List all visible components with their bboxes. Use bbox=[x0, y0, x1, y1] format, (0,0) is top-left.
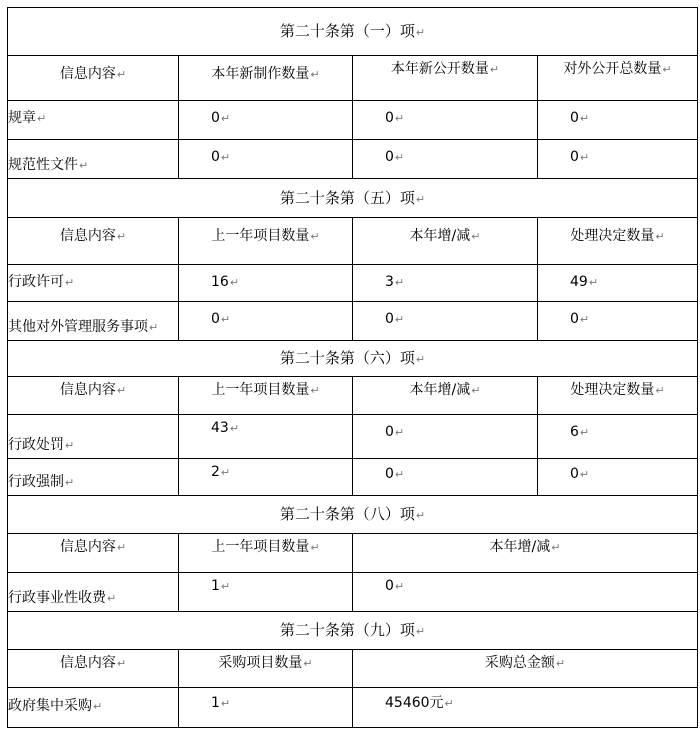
cell-value: 0↵ bbox=[353, 140, 538, 179]
column-header: 上一年项目数量↵ bbox=[179, 534, 353, 573]
column-header-row bbox=[8, 650, 698, 688]
column-header: 本年新公开数量↵ bbox=[353, 56, 538, 101]
column-header: 信息内容↵ bbox=[8, 56, 179, 101]
row-label: 行政许可↵ bbox=[8, 265, 179, 302]
cell-value: 0↵ bbox=[179, 140, 353, 179]
column-header: 处理决定数量↵ bbox=[538, 218, 698, 265]
section-header-row bbox=[8, 341, 698, 377]
column-header: 信息内容↵ bbox=[8, 534, 179, 573]
cell-value: 0↵ bbox=[353, 459, 538, 496]
cell-value: 1↵ bbox=[179, 573, 353, 612]
cell-value: 49↵ bbox=[538, 265, 698, 302]
cell-value: 0↵ bbox=[538, 101, 698, 140]
cell-value: 3↵ bbox=[353, 265, 538, 302]
table-row bbox=[8, 688, 698, 728]
column-header: 对外公开总数量↵ bbox=[538, 56, 698, 101]
table-row bbox=[8, 265, 698, 302]
disclosure-document bbox=[7, 7, 697, 728]
table-row bbox=[8, 459, 698, 496]
row-label: 其他对外管理服务事项↵ bbox=[8, 302, 179, 341]
table-row bbox=[8, 415, 698, 459]
cell-value: 0↵ bbox=[179, 101, 353, 140]
disclosure-table bbox=[7, 7, 698, 728]
cell-value: 0↵ bbox=[538, 302, 698, 341]
table-row bbox=[8, 140, 698, 179]
section-title: 第二十条第（一）项↵ bbox=[8, 8, 698, 56]
column-header: 采购项目数量↵ bbox=[179, 650, 353, 688]
section-title: 第二十条第（九）项↵ bbox=[8, 612, 698, 650]
table-row bbox=[8, 573, 698, 612]
column-header: 上一年项目数量↵ bbox=[179, 218, 353, 265]
row-label: 规章↵ bbox=[8, 101, 179, 140]
section-title: 第二十条第（五）项↵ bbox=[8, 179, 698, 218]
row-label: 规范性文件↵ bbox=[8, 140, 179, 179]
column-header: 采购总金额↵ bbox=[353, 650, 698, 688]
cell-value: 0↵ bbox=[538, 459, 698, 496]
cell-value: 43↵ bbox=[179, 415, 353, 459]
row-label: 行政事业性收费↵ bbox=[8, 573, 179, 612]
table-row bbox=[8, 302, 698, 341]
row-label: 行政处罚↵ bbox=[8, 415, 179, 459]
column-header-row bbox=[8, 377, 698, 415]
column-header: 上一年项目数量↵ bbox=[179, 377, 353, 415]
section-header-row bbox=[8, 612, 698, 650]
row-label: 政府集中采购↵ bbox=[8, 688, 179, 728]
column-header: 本年增/减↵ bbox=[353, 218, 538, 265]
column-header: 本年增/减↵ bbox=[353, 377, 538, 415]
cell-value: 45460元↵ bbox=[353, 688, 698, 728]
column-header: 本年新制作数量↵ bbox=[179, 56, 353, 101]
column-header: 信息内容↵ bbox=[8, 377, 179, 415]
cell-value: 6↵ bbox=[538, 415, 698, 459]
cell-value: 16↵ bbox=[179, 265, 353, 302]
cell-value: 0↵ bbox=[179, 302, 353, 341]
cell-value: 2↵ bbox=[179, 459, 353, 496]
section-title: 第二十条第（八）项↵ bbox=[8, 496, 698, 534]
section-title: 第二十条第（六）项↵ bbox=[8, 341, 698, 377]
column-header: 本年增/减↵ bbox=[353, 534, 698, 573]
section-header-row bbox=[8, 496, 698, 534]
row-label: 行政强制↵ bbox=[8, 459, 179, 496]
cell-value: 0↵ bbox=[353, 415, 538, 459]
cell-value: 0↵ bbox=[353, 101, 538, 140]
cell-value: 0↵ bbox=[538, 140, 698, 179]
cell-value: 0↵ bbox=[353, 573, 698, 612]
column-header: 信息内容↵ bbox=[8, 218, 179, 265]
section-header-row bbox=[8, 8, 698, 56]
column-header: 处理决定数量↵ bbox=[538, 377, 698, 415]
cell-value: 0↵ bbox=[353, 302, 538, 341]
column-header: 信息内容↵ bbox=[8, 650, 179, 688]
column-header-row bbox=[8, 534, 698, 573]
cell-value: 1↵ bbox=[179, 688, 353, 728]
column-header-row bbox=[8, 218, 698, 265]
table-row bbox=[8, 101, 698, 140]
section-header-row bbox=[8, 179, 698, 218]
column-header-row bbox=[8, 56, 698, 101]
